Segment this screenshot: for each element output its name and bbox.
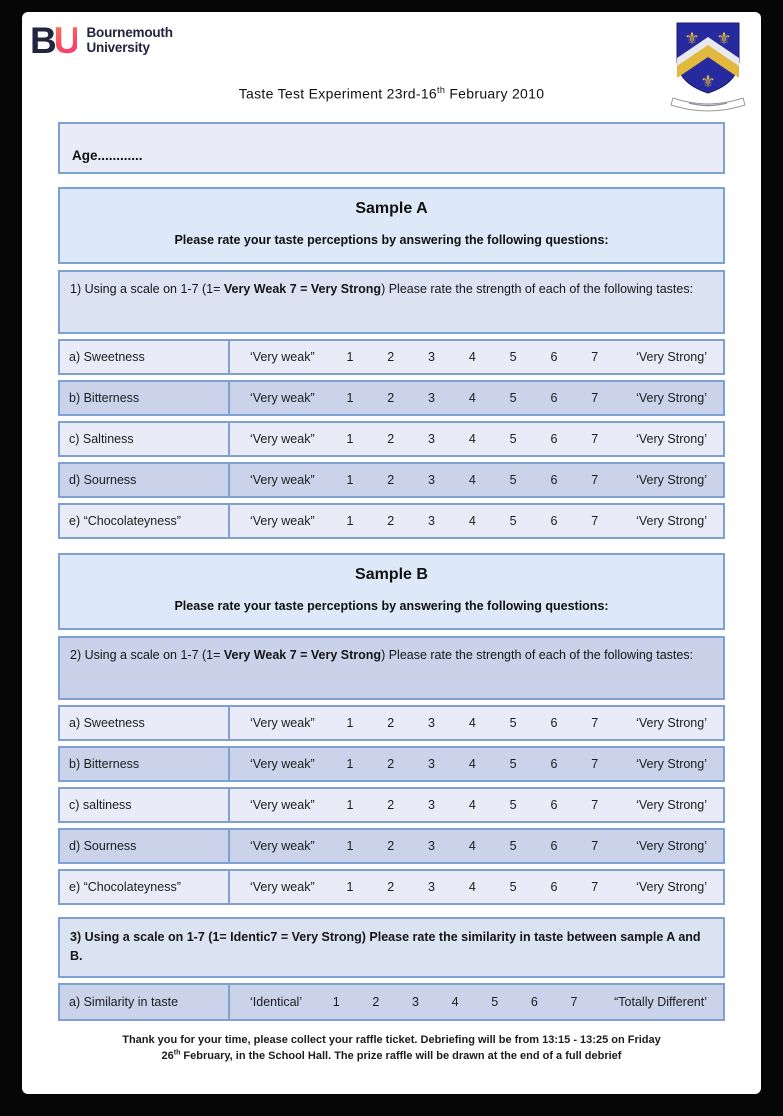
scale-high-label: ‘Very Strong’ — [636, 716, 707, 730]
question-1-text: 1) Using a scale on 1-7 (1= — [70, 282, 224, 296]
rating-row-b-sweetness — [58, 705, 725, 741]
row-label: b) Bitterness — [60, 748, 230, 780]
scale-number-3[interactable]: 3 — [428, 798, 435, 812]
scale-number-5[interactable]: 5 — [509, 880, 517, 894]
scale-high-label: ‘Very Strong’ — [636, 880, 707, 894]
rating-scale — [230, 382, 723, 414]
footer-note — [58, 1032, 725, 1065]
scale-number-2[interactable]: 2 — [387, 798, 395, 812]
document-title-sup: th — [437, 85, 446, 96]
document-title-text-end: February 2010 — [445, 86, 545, 102]
scale-number-3[interactable]: 3 — [428, 716, 435, 730]
scale-low-label: ‘Very weak” — [250, 839, 315, 853]
svg-text:⚜: ⚜ — [684, 29, 700, 49]
bu-logo-name-line2: University — [86, 40, 150, 56]
scale-numbers — [315, 391, 631, 405]
scale-number-6[interactable]: 6 — [550, 839, 558, 853]
question-3 — [58, 917, 725, 978]
scale-number-1[interactable]: 1 — [346, 473, 354, 487]
scale-number-7[interactable]: 7 — [591, 391, 599, 405]
scale-number-6[interactable]: 6 — [550, 757, 558, 771]
scale-number-7[interactable]: 7 — [591, 473, 599, 487]
scale-low-label: ‘Very weak” — [250, 880, 315, 894]
scale-number-4[interactable]: 4 — [468, 350, 476, 364]
sample-a-subtitle: Please rate your taste perceptions by answering the following questions: — [174, 233, 609, 247]
row-label: c) saltiness — [60, 789, 230, 821]
scale-low-label: ‘Very weak” — [250, 473, 315, 487]
question-2-text: 2) Using a scale on 1-7 (1= — [70, 648, 224, 662]
scale-number-5[interactable]: 5 — [509, 514, 517, 528]
rating-row-a-bitterness — [58, 380, 725, 416]
scale-number-7[interactable]: 7 — [591, 514, 599, 528]
scale-number-2[interactable]: 2 — [387, 350, 395, 364]
scale-number-4[interactable]: 4 — [468, 798, 476, 812]
scale-number-6[interactable]: 6 — [550, 350, 558, 364]
school-crest — [665, 20, 751, 119]
scale-number-2[interactable]: 2 — [387, 473, 395, 487]
svg-text:⚜: ⚜ — [716, 29, 732, 49]
scale-low-label: ‘Very weak” — [250, 716, 315, 730]
scale-number-1[interactable]: 1 — [346, 839, 354, 853]
row-label: a) Sweetness — [60, 707, 230, 739]
rating-scale — [230, 707, 723, 739]
footer-line2 — [76, 1048, 707, 1065]
scale-high-label: ‘Very Strong’ — [636, 391, 707, 405]
footer-line2-text-end: February, in the School Hall. The prize raffle will be drawn at the end of a full debrief — [180, 1050, 622, 1063]
scale-number-3[interactable]: 3 — [428, 514, 435, 528]
scale-low-label: ‘Very weak” — [250, 432, 315, 446]
scale-number-2[interactable]: 2 — [387, 757, 395, 771]
scale-number-1[interactable]: 1 — [346, 798, 354, 812]
scale-number-6[interactable]: 6 — [550, 391, 558, 405]
scale-number-1[interactable]: 1 — [346, 716, 354, 730]
scale-numbers — [315, 880, 631, 894]
scale-number-7[interactable]: 7 — [591, 432, 599, 446]
footer-line2-sup: th — [173, 1049, 181, 1057]
svg-text:⚜: ⚜ — [700, 72, 716, 92]
bu-logo-letter-b: B — [30, 20, 54, 61]
scale-number-6[interactable]: 6 — [550, 798, 558, 812]
scale-number-4[interactable]: 4 — [468, 514, 476, 528]
rating-scale — [230, 505, 723, 537]
question-2-bold: Very Weak 7 = Very Strong — [223, 648, 382, 662]
scale-high-label: “Totally Different’ — [614, 994, 707, 1009]
row-label: e) “Chocolateyness” — [60, 505, 230, 537]
scale-number-1[interactable]: 1 — [346, 391, 354, 405]
question-1 — [58, 270, 725, 334]
scale-low-label: ‘Very weak” — [250, 350, 315, 364]
scale-numbers — [315, 798, 631, 812]
sample-b-title: Sample B — [355, 566, 428, 583]
document-title — [22, 85, 761, 102]
scale-numbers — [302, 995, 608, 1009]
scale-number-3[interactable]: 3 — [428, 350, 435, 364]
scale-number-3[interactable]: 3 — [412, 994, 419, 1009]
scale-numbers — [315, 839, 631, 853]
scale-number-1[interactable]: 1 — [346, 350, 354, 364]
rating-row-b-bitterness — [58, 746, 725, 782]
scale-number-5[interactable]: 5 — [509, 391, 517, 405]
scale-number-2[interactable]: 2 — [387, 880, 395, 894]
question-1-text-end: ) Please rate the strength of each of the following tastes: — [381, 282, 694, 296]
scale-low-label: ‘Very weak” — [250, 798, 315, 812]
row-label: d) Sourness — [60, 830, 230, 862]
rating-row-a-chocolateyness — [58, 503, 725, 539]
rating-row-a-saltiness — [58, 421, 725, 457]
scale-high-label: ‘Very Strong’ — [636, 798, 707, 812]
rating-scale — [230, 985, 723, 1019]
scale-number-6[interactable]: 6 — [550, 432, 558, 446]
question-2 — [58, 636, 725, 700]
bournemouth-university-logo — [30, 22, 173, 59]
scale-number-7[interactable]: 7 — [591, 350, 599, 364]
scale-low-label: ‘Very weak” — [250, 757, 315, 771]
rating-row-b-saltiness — [58, 787, 725, 823]
scale-high-label: ‘Very Strong’ — [636, 473, 707, 487]
scale-high-label: ‘Very Strong’ — [636, 432, 707, 446]
scale-number-7[interactable]: 7 — [591, 716, 599, 730]
scale-number-4[interactable]: 4 — [451, 994, 459, 1009]
sample-b-subtitle: Please rate your taste perceptions by answering the following questions: — [174, 599, 609, 613]
row-label: c) Saltiness — [60, 423, 230, 455]
scale-number-5[interactable]: 5 — [509, 350, 517, 364]
rating-row-similarity — [58, 983, 725, 1021]
rating-scale — [230, 423, 723, 455]
scale-numbers — [315, 757, 631, 771]
scale-number-3[interactable]: 3 — [428, 757, 435, 771]
scale-number-4[interactable]: 4 — [468, 757, 476, 771]
row-label: a) Similarity in taste — [60, 985, 230, 1019]
scale-number-6[interactable]: 6 — [550, 473, 558, 487]
scale-number-5[interactable]: 5 — [509, 839, 517, 853]
rating-scale — [230, 830, 723, 862]
scale-number-6[interactable]: 6 — [550, 716, 558, 730]
scale-number-3[interactable]: 3 — [428, 473, 435, 487]
scale-high-label: ‘Very Strong’ — [636, 350, 707, 364]
rating-scale — [230, 871, 723, 903]
age-field[interactable] — [58, 122, 725, 174]
row-label: d) Sourness — [60, 464, 230, 496]
bu-logo-name-line1: Bournemouth — [86, 25, 173, 40]
sample-a-header — [58, 187, 725, 264]
scale-number-2[interactable]: 2 — [387, 514, 395, 528]
scale-number-5[interactable]: 5 — [509, 716, 517, 730]
scale-high-label: ‘Very Strong’ — [636, 839, 707, 853]
scale-number-6[interactable]: 6 — [530, 994, 538, 1009]
scale-numbers — [315, 473, 631, 487]
document-title-text: Taste Test Experiment 23rd-16 — [238, 86, 438, 102]
scale-number-7[interactable]: 7 — [591, 880, 599, 894]
rating-scale — [230, 789, 723, 821]
scale-high-label: ‘Very Strong’ — [636, 514, 707, 528]
scale-high-label: ‘Very Strong’ — [636, 757, 707, 771]
scale-number-3[interactable]: 3 — [428, 839, 435, 853]
scale-number-7[interactable]: 7 — [570, 994, 578, 1009]
rating-scale — [230, 748, 723, 780]
age-label: Age............ — [72, 148, 143, 163]
bu-logo-letter-u: U — [53, 20, 78, 61]
question-1-bold: Very Weak 7 = Very Strong — [223, 282, 382, 296]
scale-number-4[interactable]: 4 — [468, 880, 476, 894]
scale-numbers — [315, 716, 631, 730]
sample-a-title: Sample A — [355, 200, 428, 217]
rating-row-a-sweetness — [58, 339, 725, 375]
document-page — [22, 12, 761, 1094]
scale-number-1[interactable]: 1 — [346, 432, 354, 446]
footer-line2-text: 26 — [161, 1050, 174, 1063]
scale-number-3[interactable]: 3 — [428, 880, 435, 894]
question-3-text: 3) Using a scale on 1-7 (1= Identic7 = Very Strong) Please rate the similarity in taste between sample A and B. — [70, 930, 701, 964]
scale-number-3[interactable]: 3 — [428, 432, 435, 446]
scale-number-5[interactable]: 5 — [509, 473, 517, 487]
scale-number-7[interactable]: 7 — [591, 757, 599, 771]
bu-logo-letters — [30, 22, 77, 59]
row-label: b) Bitterness — [60, 382, 230, 414]
scale-number-2[interactable]: 2 — [387, 391, 395, 405]
scale-number-7[interactable]: 7 — [591, 839, 599, 853]
scale-number-2[interactable]: 2 — [372, 994, 380, 1009]
scale-number-4[interactable]: 4 — [468, 391, 476, 405]
row-label: a) Sweetness — [60, 341, 230, 373]
rating-scale — [230, 464, 723, 496]
rating-row-a-sourness — [58, 462, 725, 498]
scale-number-2[interactable]: 2 — [387, 716, 395, 730]
rating-row-b-sourness — [58, 828, 725, 864]
scale-numbers — [315, 350, 631, 364]
scale-number-4[interactable]: 4 — [468, 473, 476, 487]
scale-low-label: ‘Identical’ — [250, 994, 303, 1009]
scale-number-1[interactable]: 1 — [346, 880, 354, 894]
scale-number-7[interactable]: 7 — [591, 798, 599, 812]
scale-number-6[interactable]: 6 — [550, 880, 558, 894]
scale-number-4[interactable]: 4 — [468, 839, 476, 853]
scale-numbers — [315, 432, 631, 446]
scale-number-6[interactable]: 6 — [550, 514, 558, 528]
rating-row-b-chocolateyness — [58, 869, 725, 905]
scale-number-1[interactable]: 1 — [332, 994, 340, 1009]
bu-logo-name — [86, 25, 172, 55]
footer-line1: Thank you for your time, please collect your raffle ticket. Debriefing will be from 13:15 - 13:25 on Friday — [122, 1033, 661, 1046]
rating-scale — [230, 341, 723, 373]
scale-number-4[interactable]: 4 — [468, 716, 476, 730]
scale-low-label: ‘Very weak” — [250, 391, 315, 405]
scale-number-5[interactable]: 5 — [509, 432, 517, 446]
header — [22, 12, 761, 110]
scale-number-5[interactable]: 5 — [509, 798, 517, 812]
scale-number-1[interactable]: 1 — [346, 757, 354, 771]
scale-number-3[interactable]: 3 — [428, 391, 435, 405]
row-label: e) “Chocolateyness” — [60, 871, 230, 903]
scale-number-4[interactable]: 4 — [468, 432, 476, 446]
scale-numbers — [315, 514, 631, 528]
scale-low-label: ‘Very weak” — [250, 514, 315, 528]
scale-number-5[interactable]: 5 — [491, 994, 499, 1009]
scale-number-1[interactable]: 1 — [346, 514, 354, 528]
scale-number-5[interactable]: 5 — [509, 757, 517, 771]
question-2-text-end: ) Please rate the strength of each of the following tastes: — [381, 648, 694, 662]
scale-number-2[interactable]: 2 — [387, 432, 395, 446]
form-content — [22, 122, 761, 1065]
sample-b-header — [58, 553, 725, 630]
scale-number-2[interactable]: 2 — [387, 839, 395, 853]
